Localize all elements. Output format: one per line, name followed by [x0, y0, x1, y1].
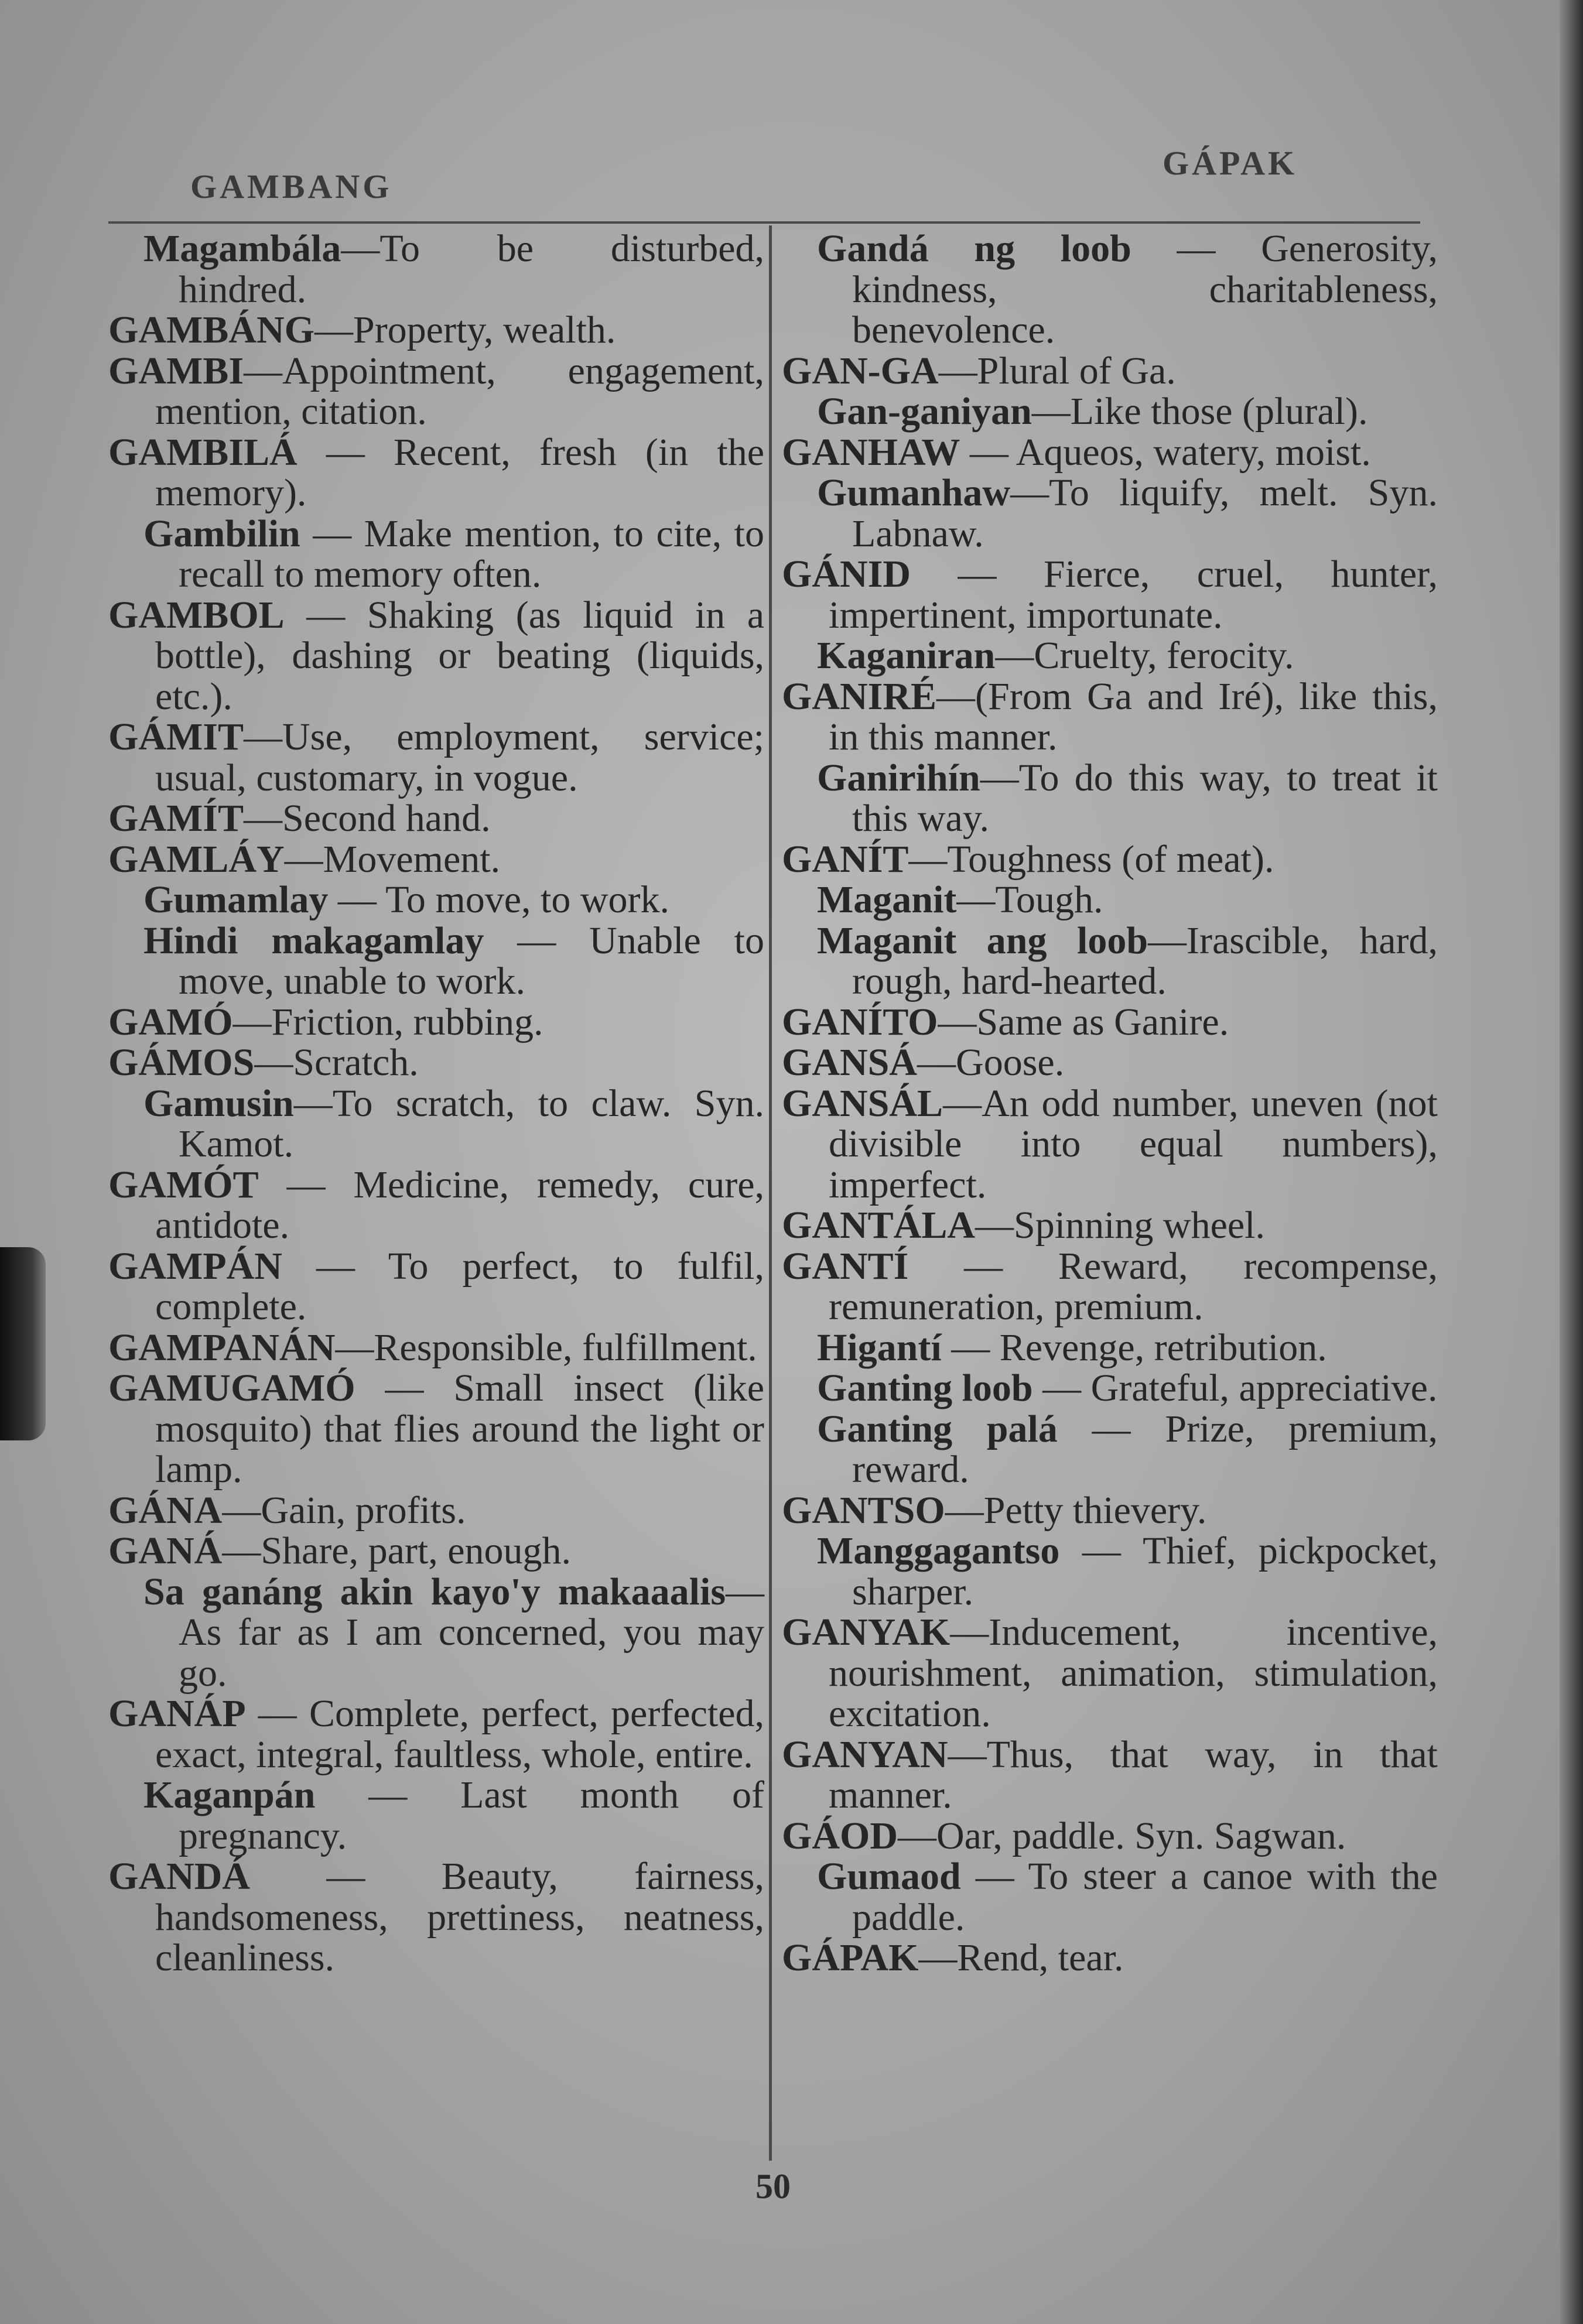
entry-definition: —(From Ga and Iré), like this, in this manner.: [829, 675, 1438, 758]
entry-headword: GANYAK: [782, 1611, 951, 1654]
entry-definition: —Property, wealth.: [314, 309, 616, 351]
entry-definition: — Small insect (like mosquito) that flies around the light or lamp.: [155, 1367, 764, 1491]
page-edge-shadow: [1560, 0, 1583, 2324]
entry-definition: — Reward, recompense, remuneration, premium.: [829, 1244, 1438, 1328]
binding-tab: [0, 1247, 46, 1440]
entry-definition: —Responsible, fulfillment.: [335, 1326, 757, 1369]
entry-headword: GANTSO: [782, 1488, 945, 1532]
column-divider: [769, 225, 772, 2161]
entry-definition: —Share, part, enough.: [222, 1529, 572, 1572]
dictionary-entry: [782, 351, 1438, 392]
entry-headword: GAMUGAMÓ: [108, 1367, 355, 1409]
entry-headword: GAMPANÁN: [108, 1326, 336, 1369]
entry-headword: GÁOD: [782, 1814, 898, 1857]
entry-definition: — Generosity, kindness, charitableness, benevolence.: [852, 227, 1438, 351]
entry-definition: — To perfect, to fulfil, complete.: [155, 1244, 764, 1328]
header-rule: [108, 221, 1420, 224]
entry-headword: GÁMOS: [108, 1041, 255, 1084]
entry-headword: GAN-GA: [782, 349, 939, 392]
dictionary-entry: [782, 554, 1438, 635]
dictionary-entry: [108, 1856, 764, 1979]
entry-headword: Ganirihín: [817, 756, 980, 799]
entry-definition: —Goose.: [917, 1041, 1065, 1084]
dictionary-entry: [782, 1612, 1438, 1734]
entry-headword: Hindi makagamlay: [143, 919, 484, 962]
entry-headword: Gambilin: [143, 512, 300, 555]
entry-headword: Sa ganáng akin kayo'y makaaalis: [143, 1570, 726, 1613]
entry-definition: —Appointment, engagement, mention, citation.: [155, 349, 764, 433]
dictionary-entry: [108, 1775, 764, 1856]
dictionary-entry: [108, 717, 764, 798]
dictionary-entry: [782, 1490, 1438, 1531]
dictionary-entry: [108, 595, 764, 717]
entry-definition: —Gain, profits.: [222, 1488, 466, 1532]
dictionary-entry: [108, 1083, 764, 1165]
dictionary-entry: [108, 1246, 764, 1327]
entry-definition: — Fierce, cruel, hunter, impertinent, importunate.: [829, 553, 1438, 636]
dictionary-entry: [108, 514, 764, 595]
entry-definition: — Complete, perfect, perfected, exact, integral, faultless, whole, entire.: [155, 1692, 764, 1776]
dictionary-entry: [782, 1938, 1438, 1979]
entry-definition: — Prize, premium, reward.: [852, 1407, 1438, 1491]
entry-headword: Ganting loob: [817, 1367, 1033, 1409]
dictionary-entry: [782, 839, 1438, 880]
dictionary-entry: [108, 1002, 764, 1043]
dictionary-entry: [108, 1327, 764, 1368]
entry-headword: Manggagantso: [817, 1529, 1060, 1572]
entry-definition: —Same as Ganire.: [938, 1000, 1229, 1043]
entry-headword: GÁMIT: [108, 716, 244, 758]
entry-definition: — To move, to work.: [328, 878, 669, 921]
entry-definition: —Spinning wheel.: [975, 1204, 1266, 1247]
dictionary-entry: [108, 432, 764, 514]
entry-headword: Gumanhaw: [817, 471, 1011, 514]
entry-definition: — Revenge, retribution.: [941, 1326, 1327, 1369]
dictionary-entry: [108, 1490, 764, 1531]
dictionary-entry: [782, 432, 1438, 473]
entry-headword: GAMÓT: [108, 1163, 259, 1206]
header-right-guideword: GÁPAK: [1163, 144, 1298, 182]
dictionary-entry: [108, 1042, 764, 1083]
entry-headword: GAMBÁNG: [108, 309, 314, 351]
entry-headword: GANSÁ: [782, 1041, 918, 1084]
entry-headword: Magambála: [143, 227, 341, 270]
dictionary-entry: [782, 920, 1438, 1002]
entry-headword: Gandá ng loob: [817, 227, 1131, 270]
dictionary-entry: [782, 1531, 1438, 1612]
dictionary-entry: [108, 798, 764, 839]
entry-definition: — Beauty, fairness, handsomeness, prettiness, neatness, cleanliness.: [155, 1855, 764, 1979]
entry-headword: GANSÁL: [782, 1081, 943, 1125]
entry-definition: —Toughness (of meat).: [908, 837, 1274, 881]
entry-definition: —To liquify, melt. Syn. Labnaw.: [852, 471, 1438, 555]
dictionary-entry: [782, 1816, 1438, 1857]
entry-definition: —Friction, rubbing.: [233, 1000, 543, 1043]
entry-headword: GAMPÁN: [108, 1244, 282, 1288]
entry-headword: Maganit ang loob: [817, 919, 1148, 962]
dictionary-entry: [782, 1246, 1438, 1327]
dictionary-entry: [782, 391, 1438, 432]
entry-definition: —Use, employment, service; usual, customary, in vogue.: [155, 716, 764, 799]
entry-headword: GÁPAK: [782, 1936, 919, 1979]
entry-headword: GANÍT: [782, 837, 909, 881]
header-left-guideword: GAMBANG: [190, 167, 392, 206]
dictionary-entry: [782, 879, 1438, 920]
dictionary-entry: [782, 676, 1438, 758]
dictionary-entry: [782, 1734, 1438, 1816]
entry-definition: —Cruelty, ferocity.: [995, 634, 1294, 677]
entry-definition: —Plural of Ga.: [938, 349, 1176, 392]
entry-definition: — Aqueos, watery, moist.: [960, 430, 1371, 474]
dictionary-entry: [782, 473, 1438, 554]
entry-definition: —Thus, that way, in that manner.: [829, 1733, 1438, 1816]
entry-definition: —Petty thievery.: [945, 1488, 1207, 1532]
dictionary-entry: [782, 758, 1438, 839]
entry-definition: —To be disturbed, hindred.: [179, 227, 764, 311]
entry-headword: Maganit: [817, 878, 957, 921]
entry-headword: GANTÁLA: [782, 1204, 976, 1247]
entry-headword: GANÍTO: [782, 1000, 938, 1043]
entry-headword: GAMLÁY: [108, 837, 285, 881]
entry-headword: GANÁ: [108, 1529, 223, 1572]
dictionary-entry: [782, 1083, 1438, 1206]
dictionary-entry: [108, 1572, 764, 1694]
entry-definition: — To steer a canoe with the paddle.: [852, 1855, 1438, 1939]
entry-definition: —Irascible, hard, rough, hard-hearted.: [852, 919, 1438, 1002]
dictionary-entry: [108, 1368, 764, 1490]
dictionary-entry: [108, 839, 764, 880]
entry-definition: — Unable to move, unable to work.: [179, 919, 764, 1002]
dictionary-entry: [108, 879, 764, 920]
dictionary-entry: [782, 1002, 1438, 1043]
dictionary-entry: [782, 635, 1438, 676]
entry-definition: — Thief, pickpocket, sharper.: [852, 1529, 1438, 1613]
entry-headword: GANYAN: [782, 1733, 948, 1776]
entry-definition: —Like those (plural).: [1031, 390, 1368, 433]
dictionary-entry: [108, 228, 764, 310]
entry-headword: GANÁP: [108, 1692, 246, 1735]
entry-definition: —Second hand.: [244, 797, 491, 840]
dictionary-entry: [782, 228, 1438, 351]
entry-definition: —Scratch.: [254, 1041, 419, 1084]
entry-headword: Gan-ganiyan: [817, 390, 1032, 433]
dictionary-entry: [782, 1856, 1438, 1938]
entry-definition: —Rend, tear.: [918, 1936, 1124, 1979]
entry-headword: GAMÍT: [108, 797, 244, 840]
entry-definition: —To scratch, to claw. Syn. Kamot.: [179, 1081, 764, 1165]
page-number: 50: [755, 2167, 791, 2206]
entry-definition: — Recent, fresh (in the memory).: [155, 430, 764, 514]
dictionary-entry: [108, 310, 764, 351]
dictionary-entry: [108, 920, 764, 1002]
dictionary-entry: [782, 1205, 1438, 1246]
dictionary-entry: [108, 1693, 764, 1775]
entry-headword: GAMÓ: [108, 1000, 233, 1043]
entry-definition: — Grateful, appreciative.: [1032, 1367, 1438, 1409]
dictionary-entry: [782, 1409, 1438, 1490]
entry-definition: —To do this way, to treat it this way.: [852, 756, 1438, 840]
right-column: [782, 228, 1438, 2166]
dictionary-entry: [108, 1531, 764, 1572]
entry-definition: — Last month of pregnancy.: [179, 1774, 764, 1857]
dictionary-entry: [108, 351, 764, 432]
dictionary-entry: [108, 1165, 764, 1246]
entry-headword: GÁNA: [108, 1488, 223, 1532]
entry-headword: GANTÍ: [782, 1244, 909, 1288]
entry-headword: Gumamlay: [143, 878, 329, 921]
entry-headword: Kaganiran: [817, 634, 996, 677]
entry-headword: GAMBOL: [108, 593, 285, 636]
entry-headword: Higantí: [817, 1326, 942, 1369]
entry-definition: —Oar, paddle. Syn. Sagwan.: [898, 1814, 1346, 1857]
entry-definition: —An odd number, uneven (not divisible into equal numbers), imperfect.: [829, 1081, 1438, 1206]
entry-definition: — Medicine, remedy, cure, antidote.: [155, 1163, 764, 1247]
entry-headword: Gamusin: [143, 1081, 294, 1125]
dictionary-entry: [782, 1368, 1438, 1409]
entry-headword: GANIRÉ: [782, 675, 937, 718]
entry-definition: —Inducement, incentive, nourishment, animation, stimulation, excitation.: [829, 1611, 1438, 1735]
entry-definition: —As far as I am concerned, you may go.: [179, 1570, 764, 1695]
dictionary-entry: [782, 1327, 1438, 1368]
entry-headword: Ganting palá: [817, 1407, 1058, 1450]
entry-headword: GANDÁ: [108, 1855, 250, 1898]
dictionary-entry: [782, 1042, 1438, 1083]
left-column: [108, 228, 764, 2166]
entry-definition: —Tough.: [956, 878, 1103, 921]
entry-definition: — Shaking (as liquid in a bottle), dashing or beating (liquids, etc.).: [155, 593, 764, 718]
entry-headword: GAMBI: [108, 349, 244, 392]
entry-headword: GÁNID: [782, 553, 911, 595]
entry-definition: — Make mention, to cite, to recall to memory often.: [179, 512, 764, 595]
entry-headword: GANHAW: [782, 430, 960, 474]
entry-headword: Gumaod: [817, 1855, 961, 1898]
entry-definition: —Movement.: [284, 837, 501, 881]
entry-headword: GAMBILÁ: [108, 430, 298, 474]
entry-headword: Kaganpán: [143, 1774, 316, 1816]
